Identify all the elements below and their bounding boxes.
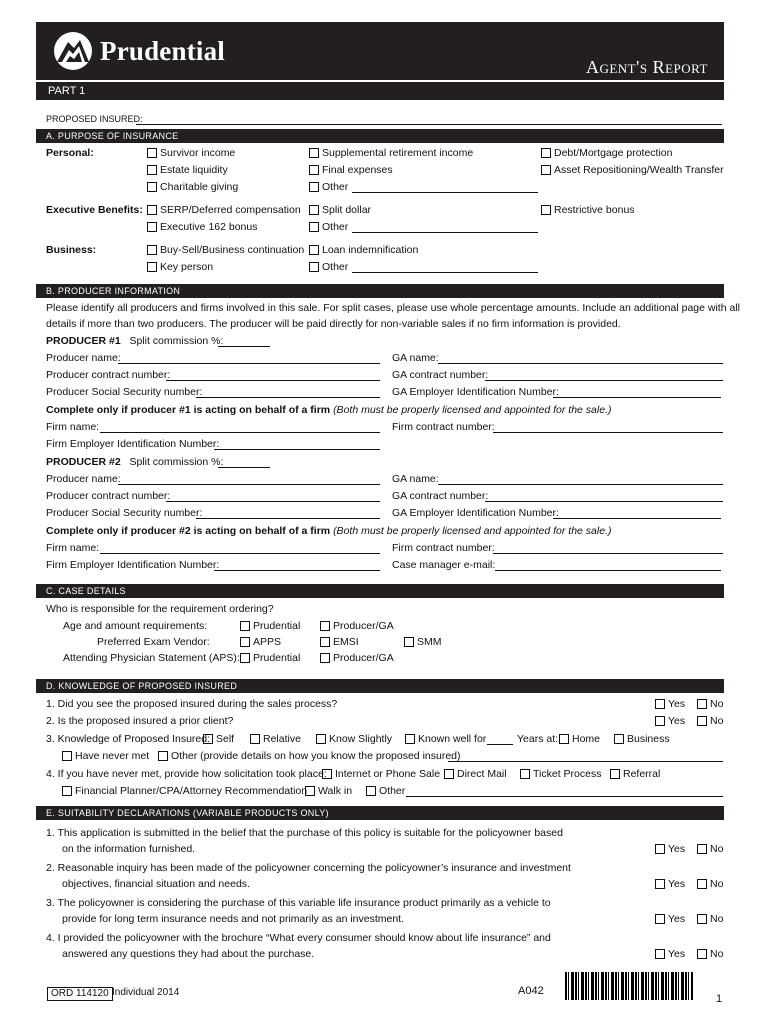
aps-producer-ga-option[interactable]: Producer/GA xyxy=(320,652,394,664)
section-a-header: A. PURPOSE OF INSURANCE xyxy=(36,129,724,143)
debt-mortgage-option[interactable]: Debt/Mortgage protection xyxy=(541,147,672,159)
producer-intro-1: Please identify all producers and firms involved in this sale. For split cases, please use whole percentage amounts. Include an additional page with all xyxy=(46,302,740,314)
checkbox-icon[interactable] xyxy=(147,165,157,175)
firm-2-contract-field[interactable] xyxy=(493,553,723,554)
firm-1-contract-label: Firm contract number: xyxy=(392,421,495,433)
producer-1-heading: PRODUCER #1 Split commission %: xyxy=(46,335,224,347)
solicitation-other-option[interactable]: Other xyxy=(366,785,405,797)
ga-1-ein-field[interactable] xyxy=(553,397,721,398)
checkbox-icon[interactable] xyxy=(320,621,330,631)
exec-other-option[interactable]: Other xyxy=(309,221,348,233)
producer-2-ssn-field[interactable] xyxy=(196,518,380,519)
checkbox-icon[interactable] xyxy=(250,734,260,744)
producer-2-split-field[interactable] xyxy=(218,467,270,468)
personal-other-option[interactable]: Other xyxy=(309,181,348,193)
checkbox-icon[interactable] xyxy=(147,148,157,158)
checkbox-icon[interactable] xyxy=(322,769,332,779)
internet-phone-option[interactable]: Internet or Phone Sale xyxy=(322,768,440,780)
ga-2-name-field[interactable] xyxy=(438,484,723,485)
ga-1-ein-label: GA Employer Identification Number: xyxy=(392,386,559,398)
business-other-field[interactable] xyxy=(352,272,538,273)
producer-1-split-field[interactable] xyxy=(218,346,270,347)
ga-2-ein-label: GA Employer Identification Number: xyxy=(392,507,559,519)
suit-q4-line1: 4. I provided the policyowner with the brochure “What every consumer should know about life insurance” and xyxy=(46,932,551,944)
checkbox-icon[interactable] xyxy=(158,751,168,761)
ga-2-ein-field[interactable] xyxy=(553,518,721,519)
checkbox-icon[interactable] xyxy=(405,734,415,744)
suit-q3-yes[interactable]: Yes xyxy=(655,913,685,925)
final-expenses-option[interactable]: Final expenses xyxy=(309,164,393,176)
firm-1-ein-label: Firm Employer Identification Number: xyxy=(46,438,220,450)
ga-2-contract-label: GA contract number: xyxy=(392,490,489,502)
exam-vendor-label: Preferred Exam Vendor: xyxy=(97,636,210,648)
suit-q4-line2: answered any questions they had about the purchase. xyxy=(62,948,315,960)
suit-q2-no[interactable]: No xyxy=(697,878,723,890)
checkbox-icon[interactable] xyxy=(366,786,376,796)
estate-liquidity-option[interactable]: Estate liquidity xyxy=(147,164,228,176)
firm-2-name-label: Firm name: xyxy=(46,542,100,554)
direct-mail-option[interactable]: Direct Mail xyxy=(444,768,507,780)
case-manager-field[interactable] xyxy=(495,570,721,571)
checkbox-icon[interactable] xyxy=(541,205,551,215)
producer-1-name-label: Producer name: xyxy=(46,352,121,364)
proposed-insured-field[interactable] xyxy=(136,124,722,125)
firm-1-ein-field[interactable] xyxy=(214,449,380,450)
age-prudential-option[interactable]: Prudential xyxy=(240,620,300,632)
producer-1-name-field[interactable] xyxy=(118,363,380,364)
supplemental-retirement-option[interactable]: Supplemental retirement income xyxy=(309,147,473,159)
barcode-icon xyxy=(565,972,693,1000)
suit-q1-yes[interactable]: Yes xyxy=(655,843,685,855)
loan-indemnification-option[interactable]: Loan indemnification xyxy=(309,244,418,256)
smm-option[interactable]: SMM xyxy=(404,636,442,648)
relative-option[interactable]: Relative xyxy=(250,733,301,745)
knowledge-q3: 3. Knowledge of Proposed Insured: xyxy=(46,733,211,745)
checkbox-icon[interactable] xyxy=(309,148,319,158)
exec-benefits-label: Executive Benefits: xyxy=(46,204,143,216)
checkbox-icon[interactable] xyxy=(655,844,665,854)
years-at-label: Years at: xyxy=(517,733,559,745)
checkbox-icon[interactable] xyxy=(309,205,319,215)
case-manager-label: Case manager e-mail: xyxy=(392,559,496,571)
producer-2-contract-label: Producer contract number: xyxy=(46,490,171,502)
knowledge-q2: 2. Is the proposed insured a prior client? xyxy=(46,715,234,727)
split-dollar-option[interactable]: Split dollar xyxy=(309,204,371,216)
producer-intro-2: details if more than two producers. The producer will be paid directly for non-variable sales if no firm information is provided. xyxy=(46,318,621,330)
suit-q2-line1: 2. Reasonable inquiry has been made of the policyowner concerning the policyowner’s insurance and investment xyxy=(46,862,571,874)
firm-1-name-label: Firm name: xyxy=(46,421,100,433)
checkbox-icon[interactable] xyxy=(610,769,620,779)
checkbox-icon[interactable] xyxy=(203,734,213,744)
checkbox-icon[interactable] xyxy=(147,262,157,272)
checkbox-icon[interactable] xyxy=(62,751,72,761)
exec-other-field[interactable] xyxy=(352,232,538,233)
proposed-insured-label: PROPOSED INSURED: xyxy=(46,114,143,124)
checkbox-icon[interactable] xyxy=(309,182,319,192)
checkbox-icon[interactable] xyxy=(147,245,157,255)
checkbox-icon[interactable] xyxy=(147,222,157,232)
suit-q1-line2: on the information furnished. xyxy=(62,843,196,855)
firm-2-ein-label: Firm Employer Identification Number: xyxy=(46,559,220,571)
checkbox-icon[interactable] xyxy=(697,716,707,726)
age-amount-label: Age and amount requirements: xyxy=(63,620,208,632)
section-b-header: B. PRODUCER INFORMATION xyxy=(36,284,724,298)
checkbox-icon[interactable] xyxy=(309,222,319,232)
serp-option[interactable]: SERP/Deferred compensation xyxy=(147,204,301,216)
section-c-header: C. CASE DETAILS xyxy=(36,584,724,598)
section-d-header: D. KNOWLEDGE OF PROPOSED INSURED xyxy=(36,679,724,693)
known-well-option[interactable]: Known well for xyxy=(405,733,486,745)
knowledge-q4: 4. If you have never met, provide how solicitation took place: xyxy=(46,768,327,780)
checkbox-icon[interactable] xyxy=(320,637,330,647)
business-option[interactable]: Business xyxy=(614,733,670,745)
case-question: Who is responsible for the requirement ordering? xyxy=(46,603,274,615)
firm-2-contract-label: Firm contract number: xyxy=(392,542,495,554)
rock-logo-icon xyxy=(54,32,92,70)
firm-1-name-field[interactable] xyxy=(100,432,380,433)
complete-1-note: Complete only if producer #1 is acting on behalf of a firm (Both must be properly licensed and appointed for the sale.) xyxy=(46,404,612,416)
referral-option[interactable]: Referral xyxy=(610,768,660,780)
ga-2-name-label: GA name: xyxy=(392,473,439,485)
buy-sell-option[interactable]: Buy-Sell/Business continuation xyxy=(147,244,304,256)
home-option[interactable]: Home xyxy=(559,733,600,745)
checkbox-icon[interactable] xyxy=(697,844,707,854)
checkbox-icon[interactable] xyxy=(541,165,551,175)
producer-2-contract-field[interactable] xyxy=(166,501,380,502)
q2-no-option[interactable]: No xyxy=(697,715,723,727)
ga-1-name-label: GA name: xyxy=(392,352,439,364)
ticket-process-option[interactable]: Ticket Process xyxy=(520,768,601,780)
asset-repositioning-option[interactable]: Asset Repositioning/Wealth Transfer xyxy=(541,164,724,176)
header-bar xyxy=(36,22,724,80)
knowledge-q1: 1. Did you see the proposed insured during the sales process? xyxy=(46,698,338,710)
checkbox-icon[interactable] xyxy=(697,699,707,709)
self-option[interactable]: Self xyxy=(203,733,234,745)
checkbox-icon[interactable] xyxy=(147,205,157,215)
part-label: PART 1 xyxy=(36,82,724,100)
individual-year: Individual 2014 xyxy=(112,987,180,998)
page-number: 1 xyxy=(716,993,723,1005)
section-e-header: E. SUITABILITY DECLARATIONS (VARIABLE PRODUCTS ONLY) xyxy=(36,806,724,820)
checkbox-icon[interactable] xyxy=(541,148,551,158)
checkbox-icon[interactable] xyxy=(697,879,707,889)
form-header xyxy=(36,22,724,100)
checkbox-icon[interactable] xyxy=(240,637,250,647)
ga-1-contract-field[interactable] xyxy=(485,380,723,381)
restrictive-bonus-option[interactable]: Restrictive bonus xyxy=(541,204,635,216)
checkbox-icon[interactable] xyxy=(520,769,530,779)
other-details-field[interactable] xyxy=(448,761,723,762)
checkbox-icon[interactable] xyxy=(320,653,330,663)
producer-2-ssn-label: Producer Social Security number: xyxy=(46,507,203,519)
other-details-option[interactable]: Other (provide details on how you know the proposed insured) xyxy=(158,750,461,762)
complete-2-note: Complete only if producer #2 is acting on behalf of a firm (Both must be properly licensed and appointed for the sale.) xyxy=(46,525,612,537)
producer-2-name-field[interactable] xyxy=(118,484,380,485)
firm-2-name-field[interactable] xyxy=(100,553,380,554)
ga-1-name-field[interactable] xyxy=(438,363,723,364)
firm-2-ein-field[interactable] xyxy=(214,570,380,571)
suit-q2-yes[interactable]: Yes xyxy=(655,878,685,890)
checkbox-icon[interactable] xyxy=(309,165,319,175)
suit-q1-no[interactable]: No xyxy=(697,843,723,855)
suit-q3-line1: 3. The policyowner is considering the purchase of this variable life insurance product primarily as a vehicle to xyxy=(46,897,551,909)
aps-label: Attending Physician Statement (APS): xyxy=(63,652,240,664)
checkbox-icon[interactable] xyxy=(655,699,665,709)
financial-planner-option[interactable]: Financial Planner/CPA/Attorney Recommendation xyxy=(62,785,307,797)
checkbox-icon[interactable] xyxy=(655,716,665,726)
checkbox-icon[interactable] xyxy=(655,879,665,889)
emsi-option[interactable]: EMSI xyxy=(320,636,359,648)
key-person-option[interactable]: Key person xyxy=(147,261,213,273)
checkbox-icon[interactable] xyxy=(309,262,319,272)
checkbox-icon[interactable] xyxy=(240,653,250,663)
apps-option[interactable]: APPS xyxy=(240,636,281,648)
checkbox-icon[interactable] xyxy=(655,914,665,924)
producer-2-name-label: Producer name: xyxy=(46,473,121,485)
exec-162-option[interactable]: Executive 162 bonus xyxy=(147,221,257,233)
charitable-giving-option[interactable]: Charitable giving xyxy=(147,181,238,193)
producer-2-heading: PRODUCER #2 Split commission %: xyxy=(46,456,224,468)
checkbox-icon[interactable] xyxy=(559,734,569,744)
known-well-years-field[interactable] xyxy=(487,744,513,745)
suit-q3-line2: provide for long term insurance needs and not primarily as an investment. xyxy=(62,913,405,925)
form-code: A042 xyxy=(518,985,544,997)
ord-number: ORD 114120 xyxy=(47,987,113,1001)
page-title: Agent's Report xyxy=(585,57,708,77)
solicitation-other-field[interactable] xyxy=(406,796,723,797)
business-other-option[interactable]: Other xyxy=(309,261,348,273)
checkbox-icon[interactable] xyxy=(655,949,665,959)
producer-1-contract-field[interactable] xyxy=(166,380,380,381)
suit-q4-no[interactable]: No xyxy=(697,948,723,960)
checkbox-icon[interactable] xyxy=(147,182,157,192)
personal-label: Personal: xyxy=(46,147,94,159)
never-met-option[interactable]: Have never met xyxy=(62,750,149,762)
firm-1-contract-field[interactable] xyxy=(493,432,723,433)
q2-yes-option[interactable]: Yes xyxy=(655,715,685,727)
checkbox-icon[interactable] xyxy=(316,734,326,744)
producer-1-contract-label: Producer contract number: xyxy=(46,369,171,381)
survivor-income-option[interactable]: Survivor income xyxy=(147,147,235,159)
q1-yes-option[interactable]: Yes xyxy=(655,698,685,710)
checkbox-icon[interactable] xyxy=(614,734,624,744)
ga-1-contract-label: GA contract number: xyxy=(392,369,489,381)
checkbox-icon[interactable] xyxy=(62,786,72,796)
producer-1-ssn-field[interactable] xyxy=(196,397,380,398)
checkbox-icon[interactable] xyxy=(697,949,707,959)
brand-name: Prudential xyxy=(100,35,226,66)
logo xyxy=(54,32,225,70)
checkbox-icon[interactable] xyxy=(305,786,315,796)
checkbox-icon[interactable] xyxy=(404,637,414,647)
producer-1-ssn-label: Producer Social Security number: xyxy=(46,386,203,398)
personal-other-field[interactable] xyxy=(352,192,538,193)
checkbox-icon[interactable] xyxy=(309,245,319,255)
suit-q1-line1: 1. This application is submitted in the belief that the purchase of this policy is suitable for the policyowner based xyxy=(46,827,563,839)
q1-no-option[interactable]: No xyxy=(697,698,723,710)
aps-prudential-option[interactable]: Prudential xyxy=(240,652,300,664)
suit-q2-line2: objectives, financial situation and needs. xyxy=(62,878,250,890)
ga-2-contract-field[interactable] xyxy=(485,501,723,502)
walk-in-option[interactable]: Walk in xyxy=(305,785,352,797)
checkbox-icon[interactable] xyxy=(240,621,250,631)
age-producer-ga-option[interactable]: Producer/GA xyxy=(320,620,394,632)
suit-q4-yes[interactable]: Yes xyxy=(655,948,685,960)
checkbox-icon[interactable] xyxy=(444,769,454,779)
business-label: Business: xyxy=(46,244,97,256)
suit-q3-no[interactable]: No xyxy=(697,913,723,925)
checkbox-icon[interactable] xyxy=(697,914,707,924)
know-slightly-option[interactable]: Know Slightly xyxy=(316,733,392,745)
